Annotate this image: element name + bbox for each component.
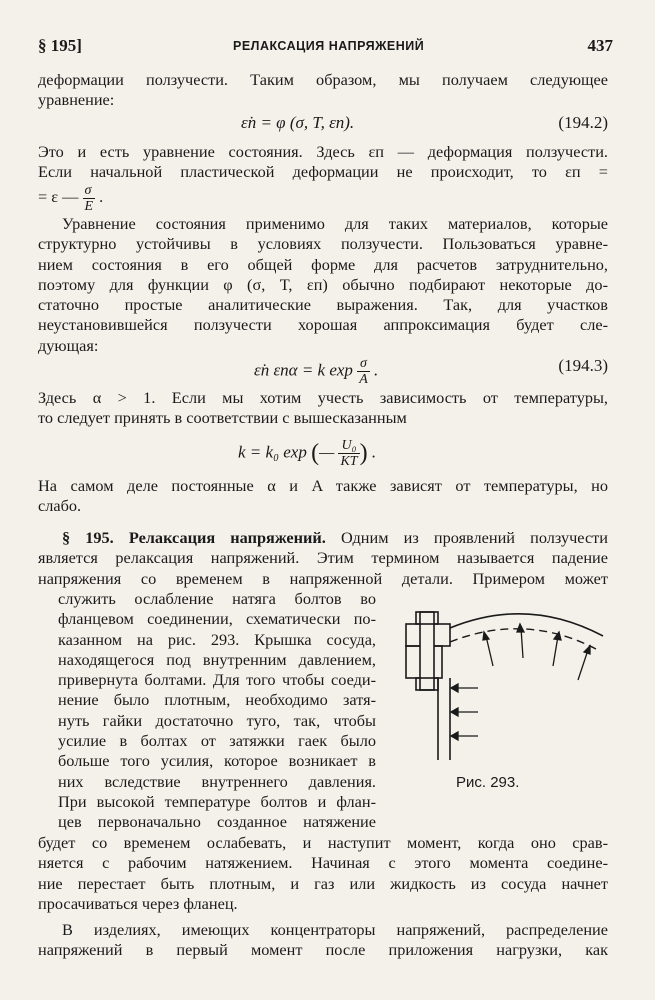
equation-number: (194.3): [558, 356, 608, 375]
text-line: уравнение:: [38, 90, 115, 110]
text-line: деформации ползучести. Таким образом, мы получаем следующее: [38, 70, 608, 89]
text-line: статочно простые аналитические выражения. Так, для участков: [38, 295, 608, 315]
equation-left: k = k₀ exp: [238, 442, 307, 462]
fraction: [338, 438, 359, 469]
fraction-numerator: σ: [357, 356, 370, 372]
text-fragment: Одним из проявлений ползучести: [340, 528, 608, 547]
text-line: Это и есть уравнение состояния. Здесь εп — деформация ползучести.: [38, 142, 608, 161]
section-195-continued: [38, 833, 608, 914]
equation-text: k = k₀ exp (— $\frac{\text{U₀}}{KT}$ ) .: [238, 438, 377, 469]
text-line: напряжения со временем в напряженной детали. Примером может: [38, 568, 608, 588]
text-fragment: = ε —: [38, 186, 79, 206]
paragraph-4: [38, 388, 608, 429]
text-line: поэтому для функции φ (σ, T, εп) обычно подбирают некоторые до-: [38, 274, 608, 294]
section-first-line: [38, 528, 608, 548]
fraction-denominator: A: [359, 372, 368, 387]
text-line: Здесь α > 1. Если мы хотим учесть зависимость от температуры,: [38, 388, 608, 407]
text-line: будет со временем ослабевать, и наступит момент, когда оно срав-: [38, 833, 608, 852]
equation-text: ε̇п εпα = k exp $\frac{\sigma}{A}$ .: [254, 356, 379, 387]
running-header: [38, 36, 613, 60]
page-number: 437: [587, 36, 613, 55]
paragraph-1: [38, 70, 608, 111]
section-195: [38, 528, 608, 589]
fraction: [83, 183, 96, 214]
text-line: служить ослабление натяга болтов во: [58, 589, 376, 608]
text-line: Уравнение состояния применимо для таких материалов, которые: [62, 214, 608, 233]
text-line: фланцевом соединении, схематически по-: [58, 609, 376, 629]
text-line: При высокой температуре болтов и флан-: [58, 791, 376, 811]
pressure-arrows-cover: [483, 624, 590, 680]
text-line: напряжений в первый момент после приложения нагрузки, как: [38, 940, 608, 960]
text-line: просачиваться через фланец.: [38, 893, 238, 913]
fraction-denominator: KT: [340, 454, 358, 469]
text-line: них вследствие внутреннего давления.: [58, 771, 376, 791]
text-line: находящегося под внутренним давлением,: [58, 649, 376, 669]
text-line: = ε — $\frac{\sigma}{E}$ .: [38, 182, 104, 214]
text-line: привернута болтами. Для того чтобы соеди-: [58, 670, 376, 690]
paragraph-last: [38, 920, 608, 961]
text-line: ние перестает быть плотным, и газ или жидкость из сосуда начнет: [38, 873, 608, 893]
paragraph-3: [38, 214, 608, 356]
text-line: является релаксация напряжений. Этим термином называется падение: [38, 548, 608, 568]
text-line: Если начальной пластической деформации не происходит, то εп =: [38, 162, 608, 182]
pressure-arrows-wall: [451, 684, 478, 740]
section-heading: § 195. Релаксация напряжений.: [62, 528, 326, 547]
header-section: § 195]: [38, 36, 82, 55]
section-195-wrapped-text: [58, 589, 376, 833]
text-line: структурно устойчивы в условиях ползучести. Пользоваться уравне-: [38, 234, 608, 254]
text-line: то следует принять в соответствии с вышесказанным: [38, 408, 407, 428]
figure-caption: Рис. 293.: [456, 774, 520, 791]
text-line: В изделиях, имеющих концентраторы напряжений, распределение: [62, 920, 608, 939]
paragraph-2: [38, 142, 608, 214]
text-line: дующая:: [38, 335, 99, 355]
equation-number: (194.2): [558, 113, 608, 132]
text-line: На самом деле постоянные α и A также зависят от температуры, но: [38, 476, 608, 495]
fraction: [357, 356, 370, 387]
fraction-numerator: σ: [83, 183, 96, 199]
equation-left: ε̇п εпα = k exp: [254, 360, 353, 380]
flange-figure: [398, 588, 613, 788]
text-line: нуть гайки достаточно туго, так, чтобы: [58, 710, 376, 730]
text-line: казанном на рис. 293. Крышка сосуда,: [58, 629, 376, 649]
text-line: слабо.: [38, 496, 82, 516]
text-line: цев первоначально созданное натяжение: [58, 812, 376, 832]
equation-194-2: [38, 113, 608, 139]
fraction-denominator: E: [84, 198, 94, 214]
text-line: усилие в болтах от затяжки гаек было: [58, 731, 376, 751]
text-line: нение было плотным, необходимо затя-: [58, 690, 376, 710]
text-line: нием состояния в его общей форме для расчетов затруднительно,: [38, 254, 608, 274]
header-title: РЕЛАКСАЦИЯ НАПРЯЖЕНИЙ: [233, 39, 425, 53]
text-line: больше того усилия, которое возникает в: [58, 751, 376, 771]
equation-k: [38, 432, 608, 470]
fraction-numerator: U₀: [338, 438, 359, 454]
text-line: неустановившейся ползучести хорошая аппроксимация будет сле-: [38, 315, 608, 335]
text-line: няется с рабочим натяжением. Начиная с этого момента соедине-: [38, 853, 608, 873]
cover-outer-arc: [450, 614, 603, 636]
equation-text: ε̇п = φ (σ, T, εп).: [241, 113, 355, 132]
paragraph-5: [38, 476, 608, 517]
equation-194-3: [38, 350, 608, 387]
